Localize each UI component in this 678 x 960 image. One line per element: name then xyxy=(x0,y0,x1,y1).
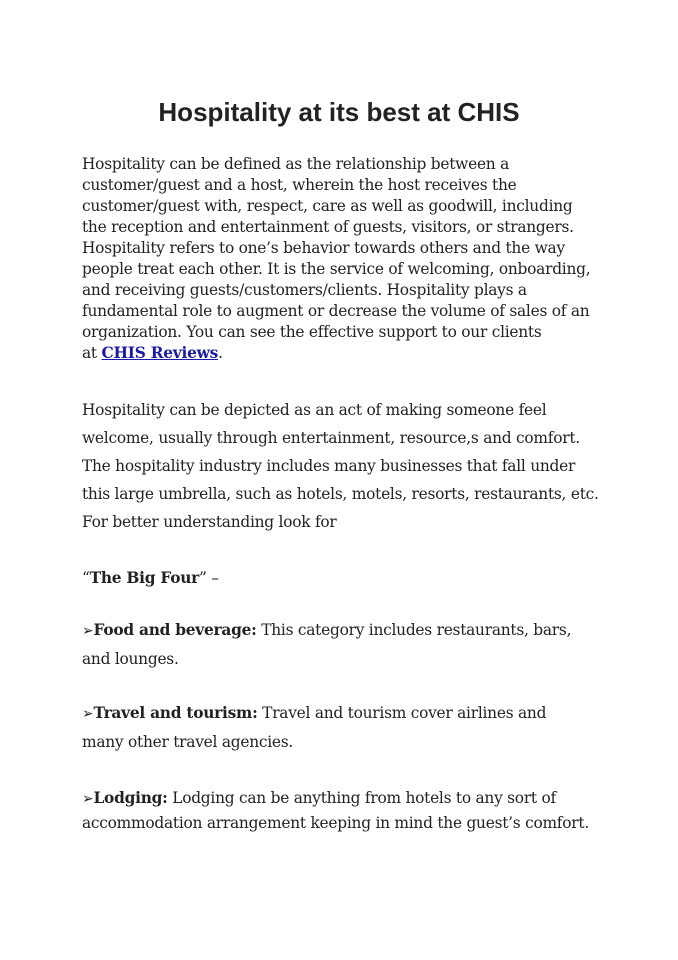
industry-line: The hospitality industry includes many businesses that fall under xyxy=(82,457,576,475)
list-item-text: Lodging can be anything from hotels to any sort of xyxy=(167,789,556,807)
big-four-open-quote: “ xyxy=(82,569,90,587)
arrow-bullet-icon: ➢ xyxy=(82,706,94,722)
intro-line: the reception and entertainment of guests, visitors, or strangers. xyxy=(82,218,574,236)
chis-reviews-link[interactable]: CHIS Reviews xyxy=(101,344,219,362)
arrow-bullet-icon: ➢ xyxy=(82,791,94,807)
intro-line: fundamental role to augment or decrease the volume of sales of an xyxy=(82,302,590,320)
industry-line: welcome, usually through entertainment, resource,s and comfort. xyxy=(82,429,580,447)
intro-line: and receiving guests/customers/clients. Hospitality plays a xyxy=(82,281,527,299)
arrow-bullet-icon: ➢ xyxy=(82,623,94,639)
list-item-first-line xyxy=(82,699,612,728)
intro-link-suffix: . xyxy=(218,344,223,362)
list-item-first-line xyxy=(82,616,612,645)
industry-line: For better understanding look for xyxy=(82,513,337,531)
intro-line: people treat each other. It is the service of welcoming, onboarding, xyxy=(82,260,591,278)
intro-line: organization. You can see the effective support to our clients xyxy=(82,323,542,341)
intro-line: customer/guest with, respect, care as well as goodwill, including xyxy=(82,197,573,215)
list-item-lodging xyxy=(82,786,612,835)
page-title: Hospitality at its best at CHIS xyxy=(158,97,520,127)
intro-line: customer/guest and a host, wherein the host receives the xyxy=(82,176,517,194)
industry-line: Hospitality can be depicted as an act of making someone feel xyxy=(82,401,547,419)
intro-link-prefix: at xyxy=(82,344,102,362)
list-item-text: and lounges. xyxy=(82,650,179,668)
list-item-text: many other travel agencies. xyxy=(82,733,294,751)
list-item-text: accommodation arrangement keeping in mind the guest’s comfort. xyxy=(82,814,589,832)
list-item-heading: Lodging: xyxy=(93,789,168,807)
intro-line: Hospitality refers to one’s behavior towards others and the way xyxy=(82,239,565,257)
intro-paragraph xyxy=(82,154,602,364)
industry-line: this large umbrella, such as hotels, motels, resorts, restaurants, etc. xyxy=(82,485,599,503)
intro-last-line xyxy=(82,343,602,364)
big-four-heading xyxy=(82,564,219,592)
list-item-heading: Food and beverage: xyxy=(93,621,257,639)
list-item-first-line xyxy=(82,786,612,811)
list-item-text: Travel and tourism cover airlines and xyxy=(257,704,547,722)
list-item-travel-tourism xyxy=(82,699,612,756)
industry-paragraph xyxy=(82,396,622,536)
list-item-text: This category includes restaurants, bars, xyxy=(256,621,572,639)
intro-line: Hospitality can be defined as the relationship between a xyxy=(82,155,510,173)
big-four-label: The Big Four xyxy=(89,569,200,587)
big-four-close: ” – xyxy=(199,569,219,587)
list-item-food-beverage xyxy=(82,616,612,673)
list-item-heading: Travel and tourism: xyxy=(93,704,258,722)
